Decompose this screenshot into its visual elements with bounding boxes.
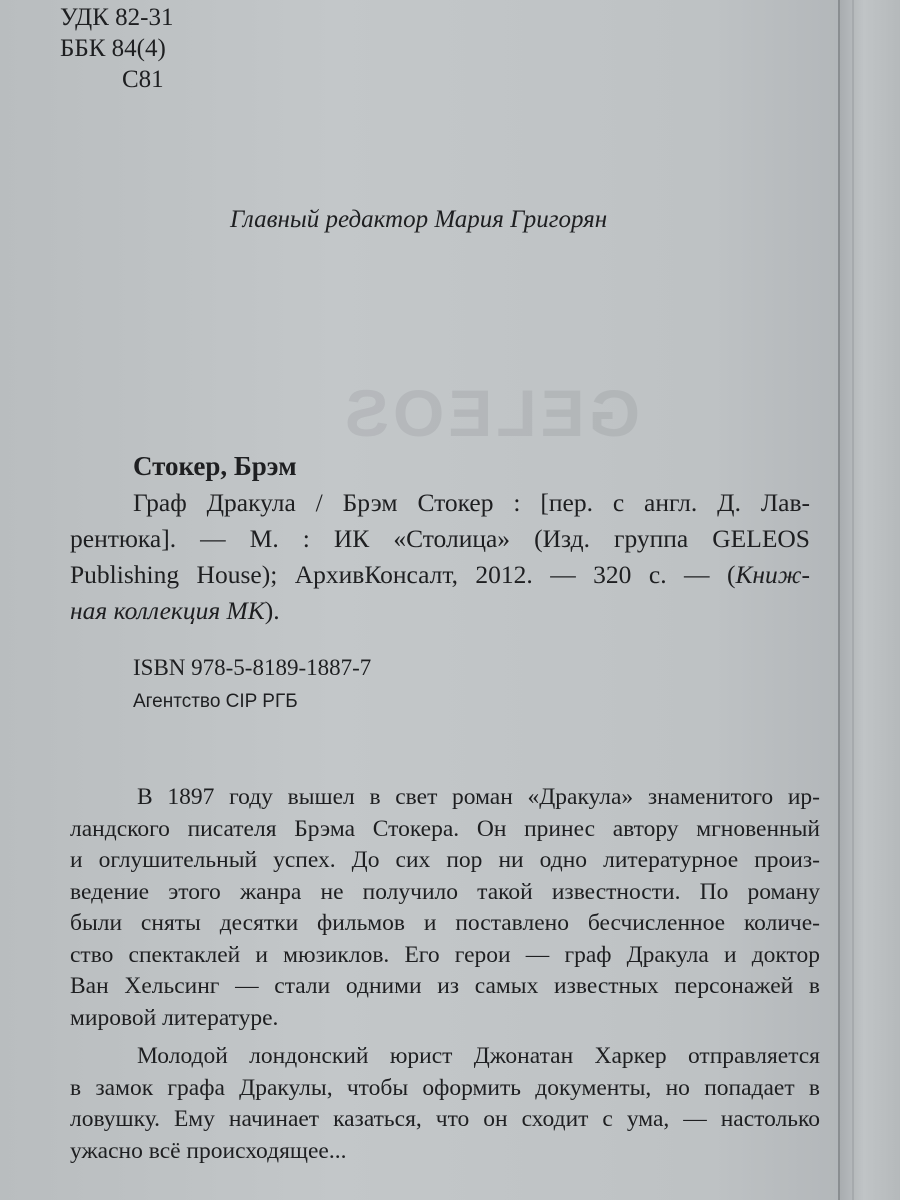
annotation-line: Ван Хельсинг — стали одними из самых известных персонажей в [70,973,820,999]
bbk-code: ББК 84(4) [60,35,166,62]
biblio-line: Publishing House); АрхивКонсалт, 2012. — 320 с. — (Книж- [70,560,810,589]
series-title-italic: Книж- [735,560,810,589]
annotation-line: ужасно всё происходящее... [70,1137,347,1164]
annotation [70,782,820,1167]
biblio-line: рентюка]. — М. : ИК «Столица» (Изд. группа GELEOS [70,524,810,553]
annotation-paragraph-1 [70,782,820,1034]
annotation-line: ловушку. Ему начинает казаться, что он сходит с ума, — настолько [70,1106,820,1132]
catalog-author: Стокер, Брэм [133,451,297,481]
page-stack-edge [840,0,900,1200]
biblio-line: Граф Дракула / Брэм Стокер : [пер. с англ. Д. Лав- [133,488,810,517]
annotation-line: Молодой лондонский юрист Джонатан Харкер отправляется [137,1043,820,1069]
annotation-line: В 1897 году вышел в свет роман «Дракула» знаменитого ир- [137,784,820,810]
isbn: ISBN 978-5-8189-1887-7 [133,655,372,680]
udk-code: УДК 82-31 [60,4,174,31]
page-edge-line [852,0,854,1200]
annotation-paragraph-2 [70,1041,820,1167]
cip-agency: Агентство СIP РГБ [133,691,298,712]
author-mark: С81 [122,66,164,93]
annotation-line: ведение этого жанра не получило такой известности. По роману [70,878,820,905]
bibliographic-description [70,485,810,629]
annotation-line: и оглушительный успех. До сих пор ни одно литературное произ- [70,847,820,873]
classification-codes [60,2,173,95]
annotation-line: мировой литературе. [70,1004,279,1031]
series-title-italic: ная коллекция МК [70,596,265,625]
annotation-line: были сняты десятки фильмов и поставлено бесчисленное количе- [70,910,820,936]
annotation-line: ство спектаклей и мюзиклов. Его герои — граф Дракула и доктор [70,941,820,968]
biblio-line: ная коллекция МК). [70,596,280,625]
annotation-line: ландского писателя Брэма Стокера. Он принес автору мгновенный [70,815,820,842]
page-edge-line [838,0,840,1200]
show-through-watermark: GELEOS [340,376,640,445]
annotation-line: в замок графа Дракулы, чтобы оформить документы, но попадает в [70,1074,820,1101]
editor-line: Главный редактор Мария Григорян [230,206,608,233]
